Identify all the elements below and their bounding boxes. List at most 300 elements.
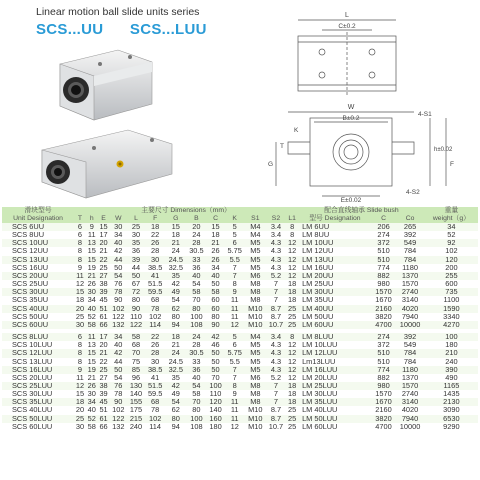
table-cell: 50 xyxy=(109,264,127,272)
table-cell: 44 xyxy=(109,256,127,264)
table-cell: 24 xyxy=(165,349,186,357)
table-cell: 67 xyxy=(127,280,145,288)
table-cell: SCS 13UU xyxy=(2,256,74,264)
table-cell: 78 xyxy=(109,390,127,398)
table-cell: 4.3 xyxy=(266,366,287,374)
table-cell: M4 xyxy=(245,223,266,231)
table-cell: 90 xyxy=(207,321,225,329)
table-cell: SCS 6UU xyxy=(2,223,74,231)
table-cell: 36 xyxy=(186,366,207,374)
table-cell: 8 xyxy=(74,247,86,255)
table-cell: 7 xyxy=(224,264,245,272)
table-cell: 52 xyxy=(425,231,478,239)
table-cell: 21 xyxy=(165,341,186,349)
table-cell: 2130 xyxy=(425,398,478,406)
table-cell: 215 xyxy=(127,415,145,423)
table-cell: 38 xyxy=(99,380,108,390)
label-g: G xyxy=(268,161,274,168)
table-cell: 26 xyxy=(207,247,225,255)
table-cell: 5.2 xyxy=(266,374,287,382)
table-cell: 12 xyxy=(288,238,297,248)
table-cell: 40 xyxy=(109,341,127,349)
table-cell: 15 xyxy=(87,246,96,256)
table-cell: 78 xyxy=(109,288,127,296)
table-cell: LM 13UU xyxy=(298,256,372,264)
table-cell: LM 20UU xyxy=(298,272,372,280)
table-cell: 75 xyxy=(127,358,145,366)
table-cell: 180 xyxy=(207,423,225,431)
table-cell: 20 xyxy=(99,238,108,248)
table-cell: SCS 8UU xyxy=(2,231,74,239)
series-names xyxy=(36,21,229,38)
table-cell: 30 xyxy=(145,256,166,264)
table-cell: 8.7 xyxy=(266,305,287,313)
table-cell: 6 xyxy=(74,223,86,231)
table-cell: 1165 xyxy=(425,382,478,390)
table-cell: 100 xyxy=(186,313,207,321)
table-cell: 5.75 xyxy=(224,349,245,357)
table-cell: 24 xyxy=(186,231,207,239)
table-cell: 549 xyxy=(395,239,424,247)
table-cell: SCS 35UU xyxy=(2,296,74,304)
col-c: C xyxy=(207,215,225,223)
table-cell: 62 xyxy=(165,406,186,414)
table-cell: 8 xyxy=(286,231,298,239)
table-cell: 25 xyxy=(75,311,85,321)
table-cell: 9 xyxy=(86,223,98,231)
table-cell: 28 xyxy=(186,239,207,247)
table-cell: 36 xyxy=(186,264,207,272)
table-cell: 7 xyxy=(224,366,245,374)
table-cell: 7940 xyxy=(395,313,424,321)
weight-header xyxy=(425,207,478,223)
table-cell: 12 xyxy=(75,279,85,289)
table-cell: 40 xyxy=(87,303,96,313)
table-cell: 22 xyxy=(99,356,108,366)
table-cell: 19 xyxy=(87,364,96,374)
table-cell: 9 xyxy=(74,366,86,374)
table-cell: 7 xyxy=(266,288,287,296)
table-cell: 140 xyxy=(207,406,225,414)
table-cell: 18 xyxy=(288,295,297,305)
long-unit-photo xyxy=(28,122,178,202)
table-cell: LM 16UU xyxy=(298,264,372,272)
table-cell: 30.5 xyxy=(186,247,207,255)
table-cell: 12 xyxy=(288,262,297,272)
table-cell: 70 xyxy=(186,296,207,304)
table-cell: 120 xyxy=(425,256,478,264)
table-cell: 76 xyxy=(109,280,127,288)
table-cell: 78 xyxy=(145,406,166,414)
table-cell: 92 xyxy=(425,239,478,247)
table-cell: M5 xyxy=(245,349,266,357)
table-cell: LM 30UU xyxy=(298,288,372,296)
table-cell: 10000 xyxy=(395,321,424,329)
table-cell: 34 xyxy=(87,397,96,407)
table-cell: 18 xyxy=(165,333,186,341)
table-cell: 42 xyxy=(207,333,225,341)
table-cell: 8 xyxy=(74,256,86,264)
table-cell: 11 xyxy=(86,333,98,341)
table-cell: 110 xyxy=(207,390,225,398)
table-cell: 44 xyxy=(109,358,127,366)
table-cell: 3140 xyxy=(395,296,424,304)
table-cell: SCS 10UU xyxy=(2,239,74,247)
table-cell: 784 xyxy=(395,247,424,255)
table-cell: 27 xyxy=(99,372,108,382)
table-cell: 30 xyxy=(75,421,85,431)
table-cell: SCS 60UU xyxy=(2,321,74,329)
table-cell: 274 xyxy=(372,333,396,341)
table-cell: 70 xyxy=(186,398,207,406)
table-cell: SCS 40UU xyxy=(2,305,74,313)
table-cell: 6 xyxy=(74,333,86,341)
table-cell: 510 xyxy=(372,247,396,255)
table-cell: 34 xyxy=(207,264,225,272)
table-cell: LM 60LUU xyxy=(298,423,372,431)
col-l1: L1 xyxy=(286,215,298,223)
table-cell: 3.4 xyxy=(266,231,287,239)
table-cell: 1100 xyxy=(425,296,478,304)
table-cell: SCS 20UU xyxy=(2,272,74,280)
table-cell: 9290 xyxy=(425,423,478,431)
table-cell: 10.7 xyxy=(266,321,287,329)
table-cell: 25 xyxy=(127,223,145,231)
table-cell: 600 xyxy=(425,280,478,288)
table-cell: 25 xyxy=(99,262,108,272)
table-cell: 58 xyxy=(87,421,96,431)
table-cell: Lm13LUU xyxy=(298,358,372,366)
label-f: F xyxy=(450,161,454,168)
table-cell: M8 xyxy=(245,390,266,398)
table-cell: LM 10LUU xyxy=(298,341,372,349)
table-cell: 12 xyxy=(288,340,297,350)
table-cell: 108 xyxy=(186,423,207,431)
table-cell: 4.3 xyxy=(266,264,287,272)
table-cell: 110 xyxy=(127,313,145,321)
table-cell: 58 xyxy=(186,288,207,296)
table-cell: 22 xyxy=(145,333,166,341)
table-cell: 72 xyxy=(127,288,145,296)
col-s1: S1 xyxy=(245,215,266,223)
table-cell: SCS 50LUU xyxy=(2,415,74,423)
table-cell: 54 xyxy=(109,374,127,382)
table-cell: 25 xyxy=(288,319,297,329)
table-cell: 114 xyxy=(145,321,166,329)
table-cell: 52 xyxy=(87,311,96,321)
table-cell: 255 xyxy=(425,272,478,280)
table-cell: 5 xyxy=(224,231,245,239)
table-cell: LM 25LUU xyxy=(298,382,372,390)
table-cell: 24 xyxy=(186,333,207,341)
technical-drawing xyxy=(250,6,475,204)
table-cell: 34 xyxy=(425,223,478,231)
table-cell: 94 xyxy=(165,423,186,431)
table-cell: 58 xyxy=(186,390,207,398)
table-cell: 25 xyxy=(288,405,297,415)
table-cell: 155 xyxy=(127,398,145,406)
table-cell: 40 xyxy=(109,239,127,247)
table-cell: 42 xyxy=(165,280,186,288)
table-cell: 11 xyxy=(224,406,245,414)
table-cell: 735 xyxy=(425,288,478,296)
table-cell: 274 xyxy=(372,231,396,239)
table-cell: 21 xyxy=(99,348,108,358)
table-cell: 240 xyxy=(127,423,145,431)
table-cell: 390 xyxy=(425,366,478,374)
table-cell: 8 xyxy=(74,358,86,366)
table-cell: 60 xyxy=(207,296,225,304)
table-cell: 160 xyxy=(207,415,225,423)
table-cell: 1570 xyxy=(372,288,396,296)
table-cell: SCS 40LUU xyxy=(2,406,74,414)
table-cell: 39 xyxy=(127,256,145,264)
table-cell: 40 xyxy=(87,405,96,415)
table-cell: 1180 xyxy=(395,264,424,272)
table-cell: SCS 16UU xyxy=(2,264,74,272)
table-header-row-1 xyxy=(2,207,478,215)
table-cell: 30 xyxy=(109,223,127,231)
table-cell: 62 xyxy=(165,305,186,313)
table-cell: 11 xyxy=(224,313,245,321)
table-cell: 980 xyxy=(372,280,396,288)
table-cell: 100 xyxy=(186,415,207,423)
table-cell: 12 xyxy=(288,246,297,256)
unit-designation-header xyxy=(2,207,74,223)
table-cell: 41 xyxy=(145,374,166,382)
table-cell: 11 xyxy=(224,415,245,423)
table-cell: 6 xyxy=(224,239,245,247)
table-cell: 12 xyxy=(288,364,297,374)
table-cell: LM 12UU xyxy=(298,247,372,255)
table-cell: 50 xyxy=(207,358,225,366)
table-cell: 27 xyxy=(99,270,108,280)
table-cell: 122 xyxy=(109,415,127,423)
table-cell: 774 xyxy=(372,264,396,272)
table-cell: 96 xyxy=(127,374,145,382)
table-cell: 784 xyxy=(395,256,424,264)
col-f: F xyxy=(145,215,166,223)
table-cell: LM 60UU xyxy=(298,321,372,329)
table-cell: 102 xyxy=(145,313,166,321)
unit-designation-cn: 滑块型号 xyxy=(24,207,52,214)
slide-bush-header: 配合直线轴承 Slide bush xyxy=(298,207,425,215)
table-cell: 50 xyxy=(207,280,225,288)
table-cell: 34 xyxy=(109,231,127,239)
label-w: W xyxy=(347,104,355,111)
table-cell: 45 xyxy=(99,295,108,305)
table-cell: 510 xyxy=(372,358,396,366)
dimensions-header: 主要尺寸 Dimensions（mm） xyxy=(74,207,298,215)
table-cell: 25 xyxy=(99,364,108,374)
table-cell: 24 xyxy=(165,247,186,255)
table-cell: 24.5 xyxy=(165,256,186,264)
table-cell: 50 xyxy=(127,272,145,280)
table-cell: LM 30LUU xyxy=(298,390,372,398)
table-cell: 8 xyxy=(224,280,245,288)
label-s1: 4-S1 xyxy=(418,111,432,118)
table-cell: 1590 xyxy=(425,305,478,313)
table-cell: 5.5 xyxy=(224,358,245,366)
table-cell: 18 xyxy=(288,287,297,297)
table-cell: 40 xyxy=(186,374,207,382)
label-t: T xyxy=(280,143,284,150)
table-cell: 3140 xyxy=(395,398,424,406)
col-k: K xyxy=(224,215,245,223)
label-h: h±0.02 xyxy=(434,147,453,153)
table-cell: 66 xyxy=(99,421,108,431)
table-cell: 80 xyxy=(165,313,186,321)
table-cell: 102 xyxy=(145,415,166,423)
table-cell: SCS 25UU xyxy=(2,280,74,288)
table-cell: LM 8UU xyxy=(298,231,372,239)
table-cell: 8 xyxy=(74,349,86,357)
table-cell: 8 xyxy=(74,239,86,247)
table-cell: 4700 xyxy=(372,321,396,329)
table-cell: SCS 8LUU xyxy=(2,333,74,341)
table-cell: 114 xyxy=(145,423,166,431)
table-cell: 11 xyxy=(86,231,98,239)
table-cell: SCS 12LUU xyxy=(2,349,74,357)
table-cell: 3820 xyxy=(372,313,396,321)
col-bush-designation: 型号 Designation xyxy=(298,215,372,223)
table-cell: M5 xyxy=(245,264,266,272)
table-cell: 17 xyxy=(99,332,108,342)
table-cell: 59.5 xyxy=(145,390,166,398)
table-cell: LM 35LUU xyxy=(298,398,372,406)
table-cell: 18 xyxy=(75,397,85,407)
table-cell: 60 xyxy=(207,305,225,313)
table-cell: 24.5 xyxy=(165,358,186,366)
table-cell: 20 xyxy=(75,303,85,313)
table-cell: 25 xyxy=(288,311,297,321)
col-s2: S2 xyxy=(266,215,287,223)
table-cell: M10 xyxy=(245,406,266,414)
series-uu: SCS...UU xyxy=(36,21,104,38)
table-cell: 70 xyxy=(207,374,225,382)
table-cell: SCS 10LUU xyxy=(2,341,74,349)
table-cell: 54 xyxy=(109,272,127,280)
table-cell: 39 xyxy=(99,287,108,297)
table-cell: 12 xyxy=(288,356,297,366)
table-cell: LM 40UU xyxy=(298,305,372,313)
table-cell: LM 6UU xyxy=(298,223,372,231)
table-cell: 28 xyxy=(145,349,166,357)
table-cell: 3090 xyxy=(425,406,478,414)
table-cell: 12 xyxy=(288,254,297,264)
dimension-table xyxy=(2,207,478,431)
table-cell: 30 xyxy=(87,287,96,297)
table-cell: 51.5 xyxy=(145,382,166,390)
table-cell: 49 xyxy=(165,390,186,398)
table-cell: 15 xyxy=(75,287,85,297)
col-t: T xyxy=(74,215,86,223)
table-cell: 108 xyxy=(186,321,207,329)
table-cell: 2160 xyxy=(372,305,396,313)
table-cell: 4.3 xyxy=(266,349,287,357)
table-cell: 4.3 xyxy=(266,256,287,264)
table-cell: 102 xyxy=(109,406,127,414)
table-cell: 21 xyxy=(87,372,96,382)
table-cell: 76 xyxy=(109,382,127,390)
table-cell: 15 xyxy=(75,389,85,399)
table-cell: 8.7 xyxy=(266,406,287,414)
table-cell: 11 xyxy=(224,398,245,406)
table-cell: 54 xyxy=(165,296,186,304)
table-cell: 180 xyxy=(425,341,478,349)
table-cell: 58 xyxy=(127,333,145,341)
table-cell: 21 xyxy=(87,270,96,280)
table-cell: 22 xyxy=(99,254,108,264)
table-cell: 20 xyxy=(75,405,85,415)
table-cell: 34 xyxy=(109,333,127,341)
table-cell: 265 xyxy=(395,223,424,231)
table-cell: 392 xyxy=(395,231,424,239)
table-cell: 7 xyxy=(266,296,287,304)
table-cell: 50 xyxy=(207,366,225,374)
table-cell: 4.3 xyxy=(266,358,287,366)
table-cell: 32.5 xyxy=(165,264,186,272)
table-cell: 784 xyxy=(395,349,424,357)
table-cell: 1570 xyxy=(372,390,396,398)
col-load-co: Co xyxy=(395,215,424,223)
table-cell: 7 xyxy=(266,280,287,288)
table-cell: 4700 xyxy=(372,423,396,431)
table-cell: 132 xyxy=(109,321,127,329)
table-cell: 9 xyxy=(224,288,245,296)
table-cell: 206 xyxy=(372,223,396,231)
table-cell: 80 xyxy=(207,313,225,321)
table-cell: 8.7 xyxy=(266,415,287,423)
table-cell: M5 xyxy=(245,366,266,374)
table-cell: 210 xyxy=(425,349,478,357)
table-cell: 980 xyxy=(372,382,396,390)
table-row xyxy=(2,423,478,431)
table-cell: LM 20LUU xyxy=(298,374,372,382)
table-cell: 44 xyxy=(127,264,145,272)
table-cell: 372 xyxy=(372,341,396,349)
table-cell: 8 xyxy=(286,223,298,231)
table-cell: 26 xyxy=(207,256,225,264)
table-cell: 42 xyxy=(165,382,186,390)
table-cell: 80 xyxy=(186,406,207,414)
table-cell: 80 xyxy=(165,415,186,423)
table-cell: 7 xyxy=(266,390,287,398)
table-cell: LM 50UU xyxy=(298,313,372,321)
table-cell: 18 xyxy=(75,295,85,305)
table-cell: 12 xyxy=(288,348,297,358)
table-cell: M10 xyxy=(245,423,266,431)
table-cell: 52 xyxy=(87,413,96,423)
table-cell: 61 xyxy=(99,311,108,321)
table-cell: 54 xyxy=(186,382,207,390)
table-cell: LM 12LUU xyxy=(298,349,372,357)
table-cell: 35 xyxy=(127,239,145,247)
table-cell: 26 xyxy=(87,279,96,289)
table-cell: M5 xyxy=(245,358,266,366)
table-cell: 15 xyxy=(165,223,186,231)
table-cell: 7 xyxy=(224,272,245,280)
table-cell: 13 xyxy=(87,238,96,248)
table-cell: M8 xyxy=(245,288,266,296)
table-cell: 6530 xyxy=(425,415,478,423)
table-cell: 40 xyxy=(207,272,225,280)
table-cell: 122 xyxy=(109,313,127,321)
table-cell: SCS 30LUU xyxy=(2,390,74,398)
table-cell: 102 xyxy=(109,305,127,313)
table-cell: SCS 60LUU xyxy=(2,423,74,431)
table-cell: 80 xyxy=(127,296,145,304)
